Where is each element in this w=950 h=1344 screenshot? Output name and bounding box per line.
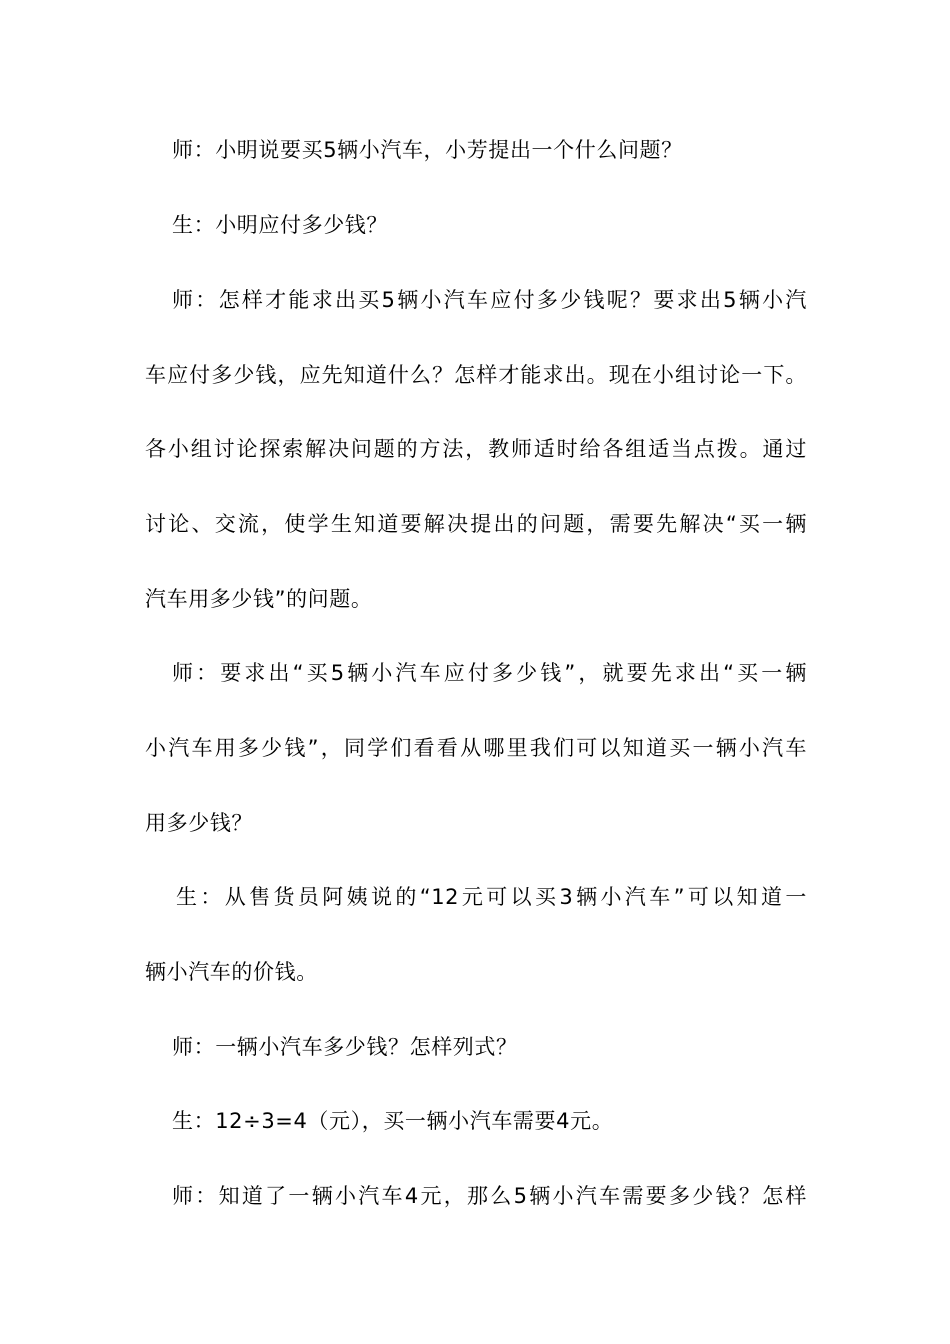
text-line-1: 师：小明说要买5辆小汽车，小芳提出一个什么问题？: [172, 138, 683, 162]
text-line-15: 师：知道了一辆小汽车4元，那么5辆小汽车需要多少钱？怎样: [172, 1184, 807, 1208]
text-line-13: 师：一辆小汽车多少钱？怎样列式？: [172, 1035, 518, 1059]
text-line-6: 讨论、交流，使学生知道要解决提出的问题，需要先解决“买一辆: [145, 512, 807, 536]
text-line-4: 车应付多少钱，应先知道什么？怎样才能求出。现在小组讨论一下。: [145, 363, 807, 387]
text-line-14: 生：12÷3=4（元），买一辆小汽车需要4元。: [172, 1109, 614, 1133]
text-line-12: 辆小汽车的价钱。: [145, 960, 318, 984]
text-line-8: 师：要求出“买5辆小汽车应付多少钱”，就要先求出“买一辆: [172, 661, 807, 685]
text-line-7: 汽车用多少钱”的问题。: [145, 587, 373, 611]
text-line-5: 各小组讨论探索解决问题的方法，教师适时给各组适当点拨。通过: [145, 437, 807, 461]
text-line-3: 师：怎样才能求出买5辆小汽车应付多少钱呢？要求出5辆小汽: [172, 288, 807, 312]
text-line-11: 生：从售货员阿姨说的“12元可以买3辆小汽车”可以知道一: [176, 885, 807, 909]
text-line-9: 小汽车用多少钱”，同学们看看从哪里我们可以知道买一辆小汽车: [145, 736, 807, 760]
text-line-2: 生：小明应付多少钱？: [172, 213, 388, 237]
text-line-10: 用多少钱？: [145, 811, 253, 835]
